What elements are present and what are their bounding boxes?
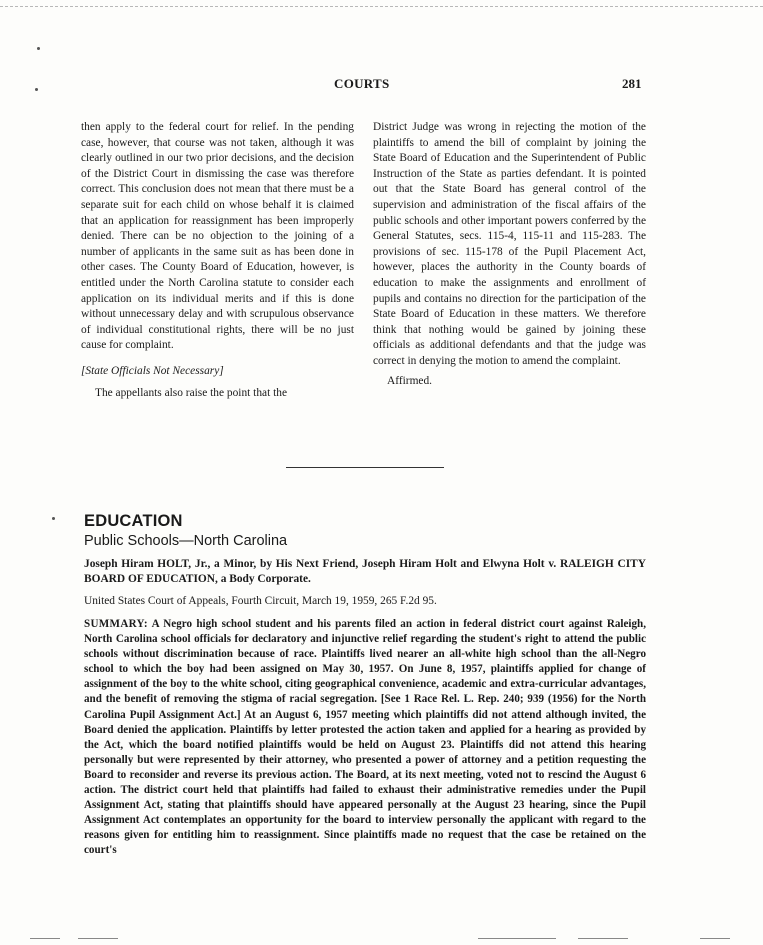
summary-text: A Negro high school student and his parents filed an action in federal district court against Raleigh, North Carolina school officials for declaratory and injunctive relief regarding the student's right to attend the public schools without discrimination because of race. Plaintiffs lived nearer an all-white high school than the all-Negro school to which the boy had been assigned on May 30, 1957. On June 8, 1957, plaintiffs applied for change of assignment of the boy to the white school, citing geographical convenience, academic and extra-curricular advantages, and the benefit of removing the stigma of racial segregation. [See 1 Race Rel. L. Rep. 240; 939 (1956) for the North Carolina Pupil Assignment Act.] At an August 6, 1957 meeting which plaintiffs did not attend although invited, the Board denied the application. Plaintiffs by letter protested the action taken and applied for a hearing as provided by the Act, which the board notified plaintiffs would be held on August 23. Plaintiffs did not attend this hearing personally but were represented by their attorney, who presented a power of attorney and a petition requesting the Board to reconsider and reverse its previous action. The Board, at its next meeting, voted not to rescind the August 6 action. The district court held that plaintiffs had failed to exhaust their administrative remedies under the Pupil Assignment Act, stating that plaintiffs should have appeared personally at the August 23 hearing, since the Pupil Assignment Act contemplates an opportunity for the board to interview personally the applicant with regard to the reasons given for entitling him to reassignment. Since plaintiffs made no request that the case be retained on the court's	[84, 618, 646, 857]
section-subtitle: Public Schools—North Carolina	[84, 533, 288, 549]
subheading: [State Officials Not Necessary]	[81, 364, 224, 377]
case-citation: United States Court of Appeals, Fourth Circuit, March 19, 1959, 265 F.2d 95.	[84, 595, 437, 607]
page-number: 281	[622, 76, 642, 91]
case-title: Joseph Hiram HOLT, Jr., a Minor, by His Next Friend, Joseph Hiram Holt and Elwyna Holt v. RALEIGH CITY BOARD OF EDUCATION, a Body Corporate.	[84, 558, 646, 585]
running-title: COURTS	[334, 76, 390, 91]
scan-bottom-mark	[578, 938, 628, 939]
running-head	[0, 76, 763, 94]
right-column-paragraph: District Judge was wrong in rejecting the motion of the plaintiffs to amend the bill of complaint by joining the State Board of Education and the Superintendent of Public Instruction of the State as parties defendant. It is pointed out that the State Board has general control of the supervision and administration of the fiscal affairs of the public schools and other important powers conferred by the General Statutes, secs. 115-4, 115-11 and 115-283. The provisions of sec. 115-178 of the Pupil Placement Act, however, places the authority in the County boards of education to make the assignments and enrollment of pupils and contains no direction for the participation of the State Board of Education in these matters. We therefore think that nothing would be gained by joining these officials as additional defendants and that the judge was correct in denying the motion to amend the complaint.	[373, 121, 646, 367]
scan-bottom-mark	[700, 938, 730, 939]
scan-bottom-mark	[30, 938, 60, 939]
scan-speck	[37, 47, 40, 50]
section-title: EDUCATION	[84, 512, 183, 530]
right-column	[373, 120, 646, 389]
scan-speck	[52, 517, 55, 520]
left-column-paragraph: then apply to the federal court for relief. In the pending case, however, that course was not taken, although it was clearly outlined in our two prior decisions, and the decision of the District Court in dismissing the case was therefore correct. This conclusion does not mean that there must be a separate suit for each child on whose behalf it is claimed that an application for reassignment has been improperly denied. There can be no objection to the joining of a number of applicants in the same suit as has been done in other cases. The County Board of Education, however, is entitled under the North Carolina statute to consider each application on its individual merits and if this is done without unnecessary delay and with scrupulous observance of individual constitutional rights, there will be no just cause for complaint.	[81, 121, 354, 352]
scan-bottom-mark	[78, 938, 118, 939]
scan-top-edge	[0, 6, 763, 7]
left-column	[81, 120, 354, 401]
left-column-closing-paragraph: The appellants also raise the point that the	[95, 386, 288, 399]
section-divider	[286, 467, 444, 468]
disposition: Affirmed.	[387, 374, 433, 387]
case-summary	[84, 617, 646, 859]
summary-label: SUMMARY:	[84, 618, 148, 630]
scan-bottom-mark	[478, 938, 556, 939]
education-section	[84, 511, 646, 859]
